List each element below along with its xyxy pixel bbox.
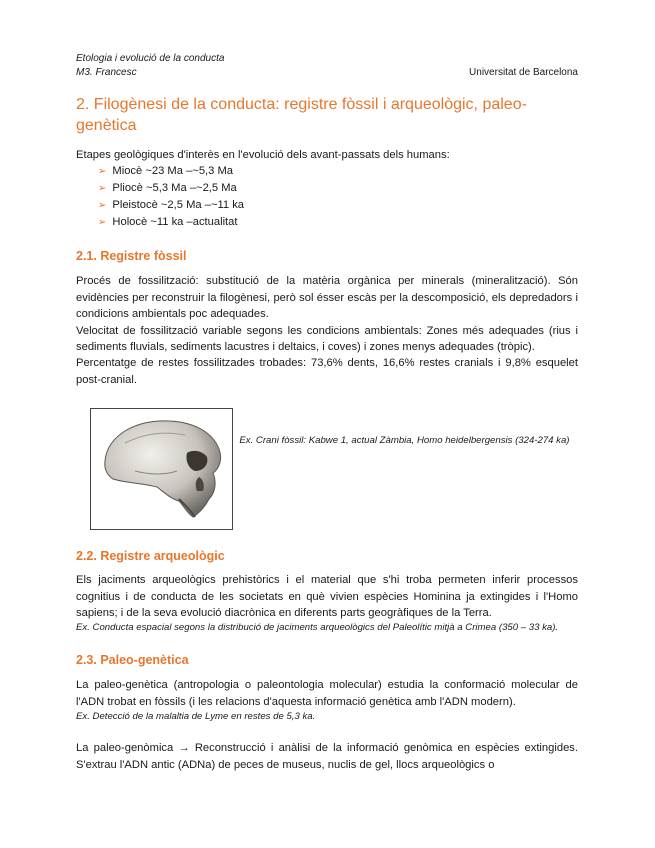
list-item: ➢ Pleistocè ~2,5 Ma –~11 ka [98, 199, 245, 212]
section-heading-paleogenetics: 2.3. Paleo-genètica [76, 653, 189, 668]
archaeological-example: Ex. Conducta espacial segons la distribució de jaciments arqueològics del Paleolític mitjà a Crimea (350 – 33 ka). [76, 622, 559, 634]
skull-caption: Ex. Crani fòssil: Kabwe 1, actual Zàmbia, Homo heidelbergensis (324-274 ka) [239, 435, 570, 447]
page-title: 2. Filogènesi de la conducta: registre fòssil i arqueològic, paleo-genètica [76, 96, 527, 134]
skull-image-frame [90, 408, 233, 530]
header-row [76, 66, 578, 80]
fossil-paragraph-3: Percentatge de restes fossilitzades trobades: 73,6% dents, 16,6% restes cranials i 9,8% esquelet post-cranial. [76, 357, 578, 386]
arrow-bullet-icon: ➢ [98, 217, 107, 229]
arrow-bullet-icon: ➢ [98, 183, 107, 195]
section-heading-fossil: 2.1. Registre fòssil [76, 249, 187, 264]
arrow-bullet-icon: ➢ [98, 166, 107, 178]
document-page [76, 52, 578, 773]
paleogenetics-paragraph: La paleo-genètica (antropologia o paleontologia molecular) estudia la conformació molecular de l'ADN trobat en fòssils (i les relacions d'aquesta informació genètica amb l'ADN modern). [76, 679, 578, 708]
list-item: ➢ Holocè ~11 ka –actualitat [98, 216, 238, 229]
course-title: Etologia i evolució de la conducta [76, 53, 225, 64]
skull-figure [76, 408, 578, 530]
paleogenomics-paragraph: La paleo-genòmica → Reconstrucció i anàlisi de la informació genòmica en espècies extingides. S'extrau l'ADN antic (ADNa) de peces de museus, nuclis de gel, llocs arqueològics o [76, 742, 578, 771]
module-label: M3. Francesc [76, 67, 137, 78]
university-label: Universitat de Barcelona [469, 67, 578, 78]
paleogenetics-example: Ex. Detecció de la malaltia de Lyme en restes de 5,3 ka. [76, 711, 316, 723]
list-item: ➢ Miocè ~23 Ma –~5,3 Ma [98, 165, 234, 178]
skull-image-icon [95, 413, 229, 525]
periods-list [76, 163, 578, 231]
list-item: ➢ Pliocè ~5,3 Ma –~2,5 Ma [98, 182, 237, 195]
section-heading-archaeological: 2.2. Registre arqueològic [76, 549, 225, 564]
archaeological-paragraph: Els jaciments arqueològics prehistòrics i el material que s'hi troba permeten inferir processos cognitius i de conducta de les societats en què vivien espècies Hominina ja extingides i l'Homo sapiens; i de la seva evolució diacrònica en diferents parts geogràfiques de la Terra. [76, 574, 578, 620]
fossil-paragraph-1: Procés de fossilització: substitució de la matèria orgànica per minerals (mineralització). Són evidències per reconstruir la filogènesi, però sol ésser escàs per la descomposició, els depredadors i condicions ambientals poc adequades. [76, 275, 578, 321]
page-header [76, 52, 578, 80]
arrow-bullet-icon: ➢ [98, 200, 107, 212]
intro-text: Etapes geològiques d'interès en l'evolució dels avant-passats dels humans: [76, 149, 450, 161]
fossil-paragraph-2: Velocitat de fossilització variable segons les condicions ambientals: Zones més adequades (rius i sediments fluvials, sediments lacustres i deltaics, i coves) i zones menys adequades (tròpic). [76, 324, 578, 354]
